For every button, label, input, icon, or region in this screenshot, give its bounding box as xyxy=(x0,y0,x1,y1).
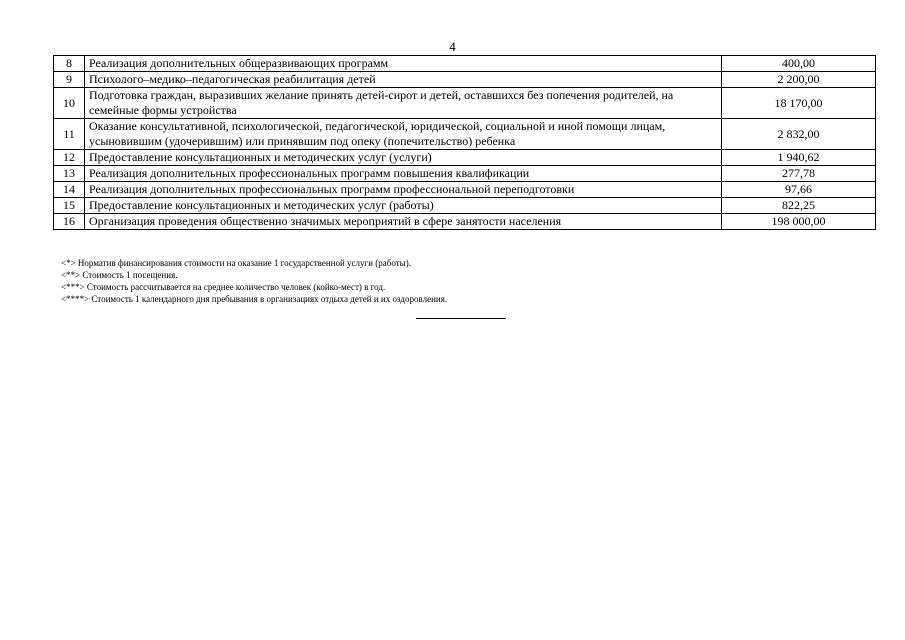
footnote: <****> Стоимость 1 календарного дня пребывания в организациях отдыха детей и их оздоровления. xyxy=(61,294,448,304)
row-number: 9 xyxy=(54,72,85,88)
cost-value: 2 832,00 xyxy=(722,119,876,150)
table-row xyxy=(54,119,876,150)
cost-value: 198 000,00 xyxy=(722,214,876,230)
row-number: 16 xyxy=(54,214,85,230)
cost-table xyxy=(53,55,876,230)
cost-value: 2 200,00 xyxy=(722,72,876,88)
footnotes xyxy=(61,257,861,305)
service-name: Организация проведения общественно значимых мероприятий в сфере занятости населения xyxy=(85,214,722,230)
cost-value: 400,00 xyxy=(722,56,876,72)
footnote: <***> Стоимость рассчитывается на среднее количество человек (койко-мест) в год. xyxy=(61,282,386,292)
row-number: 13 xyxy=(54,166,85,182)
cost-value: 277,78 xyxy=(722,166,876,182)
service-name: Реализация дополнительных общеразвивающих программ xyxy=(85,56,722,72)
table-row xyxy=(54,88,876,119)
service-name: Реализация дополнительных профессиональных программ профессиональной переподготовки xyxy=(85,182,722,198)
service-name: Подготовка граждан, выразивших желание принять детей-сирот и детей, оставшихся без попечения родителей, на семейные формы устройства xyxy=(85,88,722,119)
table-row xyxy=(54,182,876,198)
service-name: Предоставление консультационных и методических услуг (работы) xyxy=(85,198,722,214)
row-number: 10 xyxy=(54,88,85,119)
service-name: Реализация дополнительных профессиональных программ повышения квалификации xyxy=(85,166,722,182)
cost-value: 1 940,62 xyxy=(722,150,876,166)
service-name: Оказание консультативной, психологической, педагогической, юридической, социальной и иной помощи лицам, усыновившим (удочерившим) или принявшим под опеку (попечительство) ребенка xyxy=(85,119,722,150)
footnote: <*> Норматив финансирования стоимости на оказание 1 государственной услуги (работы). xyxy=(61,258,411,268)
row-number: 11 xyxy=(54,119,85,150)
row-number: 15 xyxy=(54,198,85,214)
footnote: <**> Стоимость 1 посещения. xyxy=(61,270,178,280)
row-number: 12 xyxy=(54,150,85,166)
cost-value: 822,25 xyxy=(722,198,876,214)
cost-value: 18 170,00 xyxy=(722,88,876,119)
service-name: Предоставление консультационных и методических услуг (услуги) xyxy=(85,150,722,166)
table-row xyxy=(54,72,876,88)
table-row xyxy=(54,198,876,214)
table-row xyxy=(54,214,876,230)
page-number: 4 xyxy=(449,39,456,54)
table-row xyxy=(54,56,876,72)
cost-value: 97,66 xyxy=(722,182,876,198)
service-name: Психолого–медико–педагогическая реабилитация детей xyxy=(85,72,722,88)
table-row xyxy=(54,150,876,166)
row-number: 8 xyxy=(54,56,85,72)
table-row xyxy=(54,166,876,182)
end-rule xyxy=(416,318,506,319)
row-number: 14 xyxy=(54,182,85,198)
